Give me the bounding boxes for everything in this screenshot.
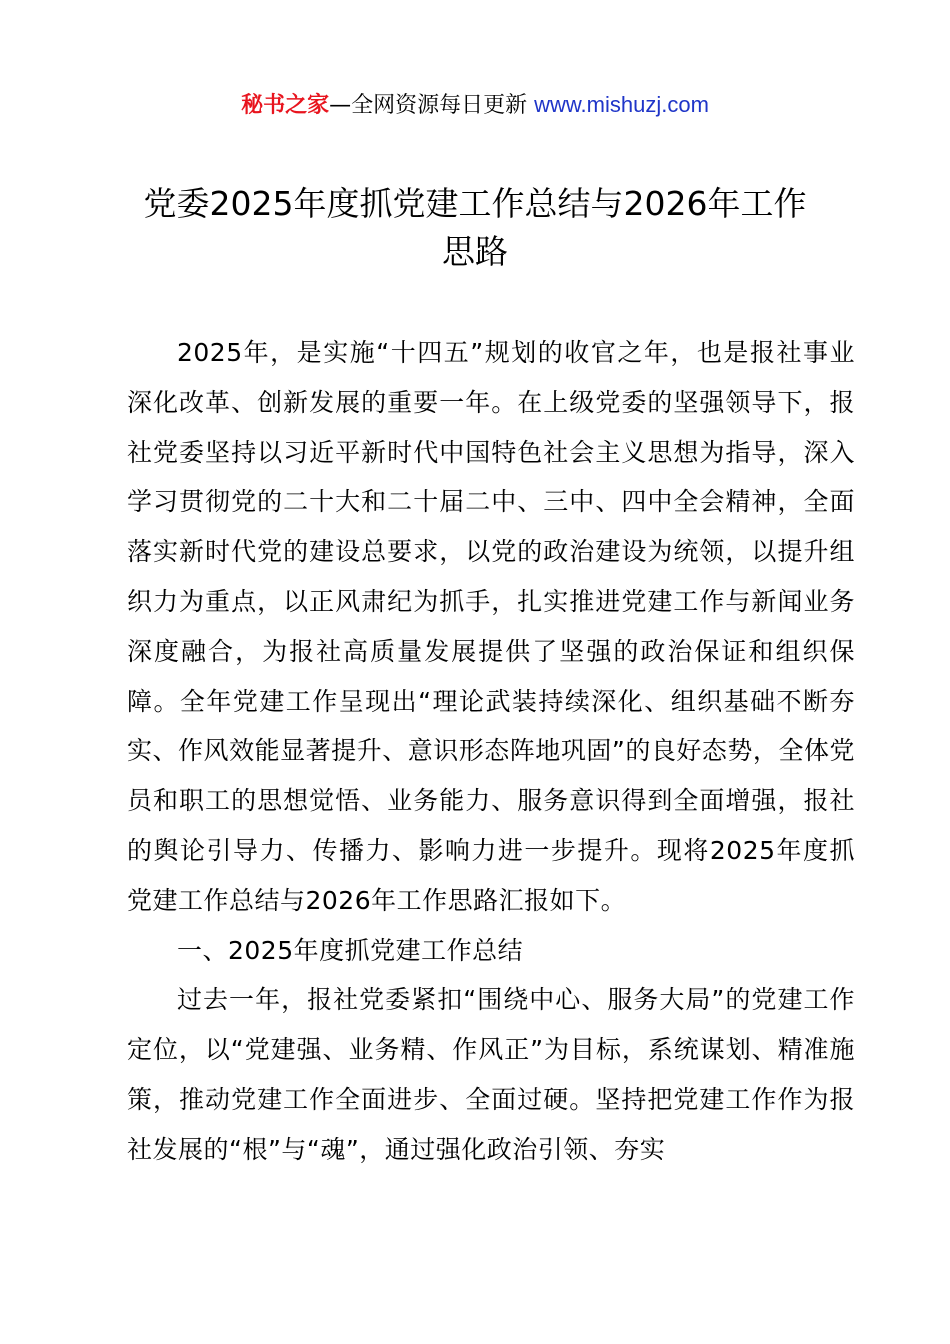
site-url-link[interactable]: www.mishuzj.com [534, 92, 709, 117]
site-header [0, 88, 950, 123]
title-line-2: 思路 [442, 232, 508, 271]
section-1-heading: 一、2025年度抓党建工作总结 [177, 935, 524, 965]
brand-name: 秘书之家 [241, 93, 330, 118]
document-title [110, 180, 840, 276]
document-body [127, 328, 855, 1175]
title-line-1: 党委2025年度抓党建工作总结与2026年工作 [143, 184, 807, 223]
section-1-paragraph: 过去一年，报社党委紧扣“围绕中心、服务大局”的党建工作定位，以“党建强、业务精、作风正”为目标，系统谋划、精准施策，推动党建工作全面进步、全面过硬。坚持把党建工作作为报社发展的“根”与“魂”，通过强化政治引领、夯实 [127, 985, 855, 1164]
header-slogan: —全网资源每日更新 [329, 93, 528, 118]
intro-paragraph: 2025年，是实施“十四五”规划的收官之年，也是报社事业深化改革、创新发展的重要一年。在上级党委的坚强领导下，报社党委坚持以习近平新时代中国特色社会主义思想为指导，深入学习贯彻党的二十大和二十届二中、三中、四中全会精神，全面落实新时代党的建设总要求，以党的政治建设为统领，以提升组织力为重点，以正风肃纪为抓手，扎实推进党建工作与新闻业务深度融合，为报社高质量发展提供了坚强的政治保证和组织保障。全年党建工作呈现出“理论武装持续深化、组织基础不断夯实、作风效能显著提升、意识形态阵地巩固”的良好态势，全体党员和职工的思想觉悟、业务能力、服务意识得到全面增强，报社的舆论引导力、传播力、影响力进一步提升。现将2025年度抓党建工作总结与2026年工作思路汇报如下。 [127, 338, 855, 915]
